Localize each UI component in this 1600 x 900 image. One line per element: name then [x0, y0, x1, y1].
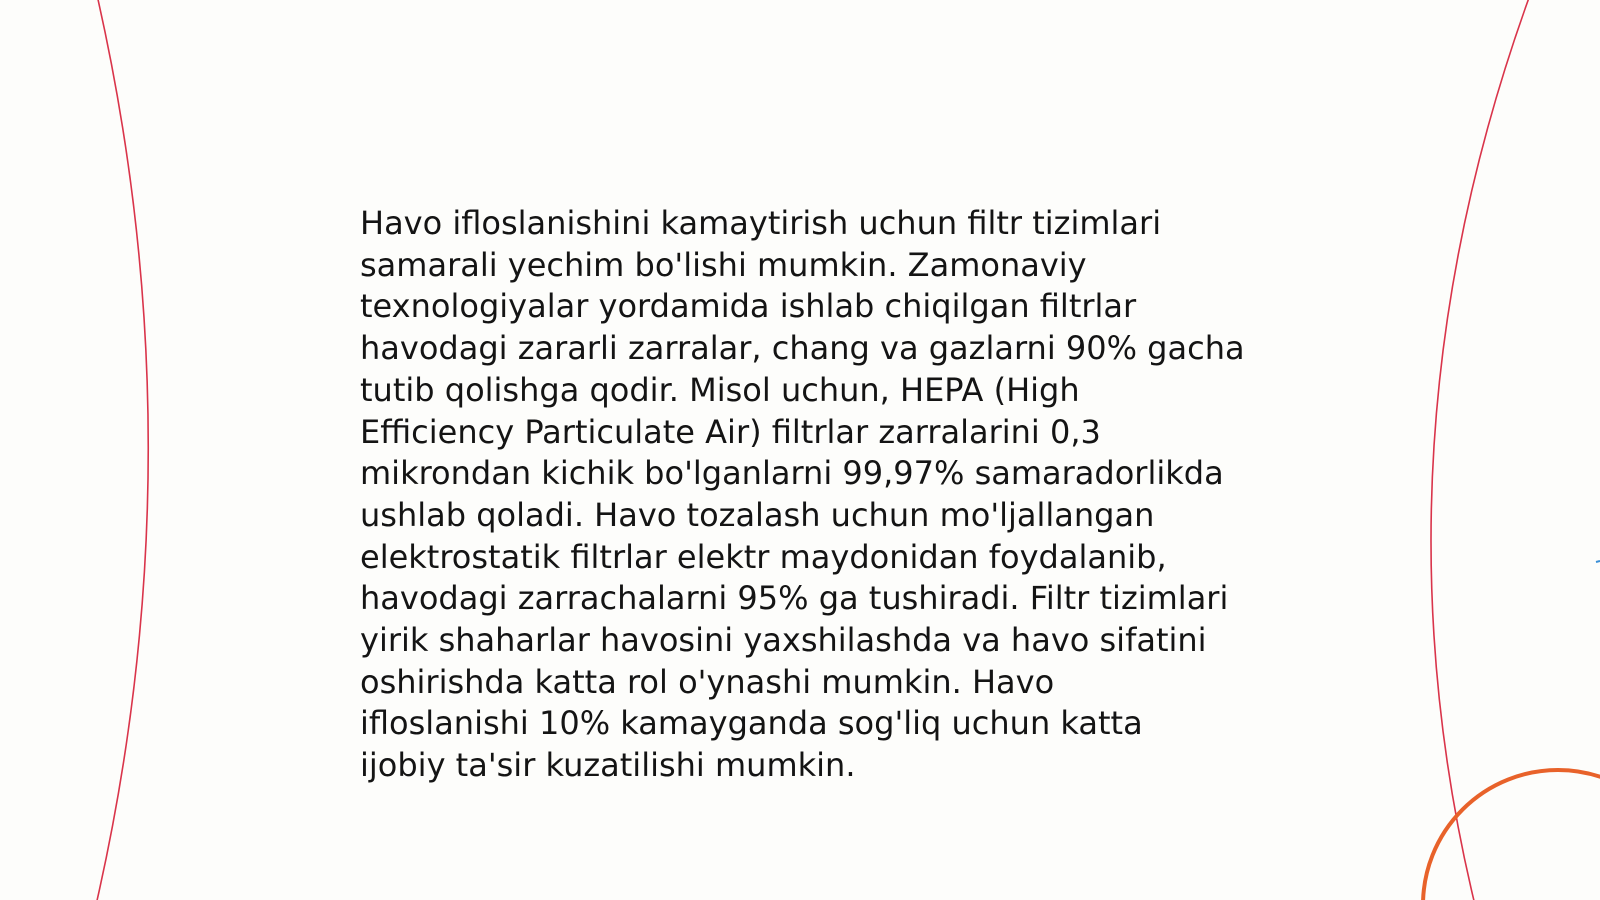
- text-line: havodagi zarrachalarni 95% ga tushiradi. Filtr tizimlari: [360, 579, 1229, 618]
- text-line: texnologiyalar yordamida ishlab chiqilgan filtrlar: [360, 287, 1137, 326]
- text-line: ijobiy ta'sir kuzatilishi mumkin.: [360, 746, 856, 785]
- corner-circle: [1423, 770, 1600, 900]
- text-line: elektrostatik filtrlar elektr maydonidan foydalanib,: [360, 537, 1167, 576]
- right-edge-accent: [1596, 561, 1600, 562]
- text-line: havodagi zararli zarralar, chang va gazlarni 90% gacha: [360, 329, 1245, 368]
- right-arc: [1431, 0, 1530, 900]
- left-arc: [96, 0, 148, 900]
- text-line: ifloslanishi 10% kamayganda sog'liq uchun katta: [360, 704, 1143, 743]
- text-line: yirik shaharlar havosini yaxshilashda va havo sifatini: [360, 621, 1207, 660]
- text-line: Efficiency Particulate Air) filtrlar zarralarini 0,3: [360, 412, 1101, 451]
- text-line: samarali yechim bo'lishi mumkin. Zamonaviy: [360, 245, 1087, 284]
- text-line: tutib qolishga qodir. Misol uchun, HEPA (High: [360, 370, 1080, 409]
- body-paragraph: [360, 203, 1260, 787]
- text-line: ushlab qoladi. Havo tozalash uchun mo'ljallangan: [360, 495, 1155, 534]
- text-line: mikrondan kichik bo'lganlarni 99,97% samaradorlikda: [360, 454, 1224, 493]
- text-line: oshirishda katta rol o'ynashi mumkin. Havo: [360, 662, 1055, 701]
- text-line: Havo ifloslanishini kamaytirish uchun filtr tizimlari: [360, 204, 1162, 242]
